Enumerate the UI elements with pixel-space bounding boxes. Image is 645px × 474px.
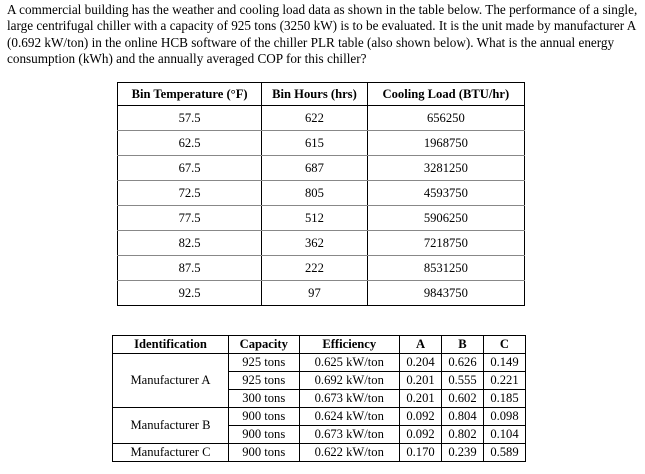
header-cooling-load: Cooling Load (BTU/hr) — [367, 83, 524, 106]
coef-a-cell: 0.092 — [400, 408, 442, 426]
header-bin-temperature: Bin Temperature (°F) — [118, 83, 262, 106]
bin-table-header-row — [118, 83, 525, 106]
cooling-load-cell: 1968750 — [367, 131, 524, 156]
bin-hours-cell: 97 — [262, 281, 368, 306]
bin-hours-cell: 622 — [262, 106, 368, 131]
manufacturer-a-label: Manufacturer A — [113, 354, 229, 408]
mfr-table-row — [113, 444, 526, 462]
efficiency-cell: 0.622 kW/ton — [299, 444, 400, 462]
cooling-load-cell: 5906250 — [367, 206, 524, 231]
bin-table-row — [118, 181, 525, 206]
coef-a-cell: 0.201 — [400, 372, 442, 390]
coef-c-cell: 0.098 — [483, 408, 525, 426]
coef-b-cell: 0.555 — [442, 372, 484, 390]
bin-hours-cell: 615 — [262, 131, 368, 156]
bin-hours-cell: 687 — [262, 156, 368, 181]
header-identification: Identification — [113, 336, 229, 354]
capacity-cell: 900 tons — [229, 444, 300, 462]
manufacturer-b-label: Manufacturer B — [113, 408, 229, 444]
manufacturer-c-label: Manufacturer C — [113, 444, 229, 462]
cooling-load-cell: 4593750 — [367, 181, 524, 206]
problem-statement: A commercial building has the weather and cooling load data as shown in the table below. The performance of a single, large centrifugal chiller with a capacity of 925 tons (3250 kW) is to be evaluated. It is the unit made by manufacturer A (0.692 kW/ton) in the online HCB software of the chiller PLR table (also shown below). What is the annual energy consumption (kWh) and the annually averaged COP for this chiller? — [7, 2, 638, 67]
bin-hours-cell: 805 — [262, 181, 368, 206]
header-efficiency: Efficiency — [299, 336, 400, 354]
bin-temperature-cell: 82.5 — [118, 231, 262, 256]
bin-table-row — [118, 231, 525, 256]
coef-b-cell: 0.239 — [442, 444, 484, 462]
bin-table-row — [118, 106, 525, 131]
coef-b-cell: 0.804 — [442, 408, 484, 426]
coef-b-cell: 0.802 — [442, 426, 484, 444]
cooling-load-cell: 3281250 — [367, 156, 524, 181]
bin-table-row — [118, 256, 525, 281]
coef-c-cell: 0.104 — [483, 426, 525, 444]
bin-temperature-cell: 92.5 — [118, 281, 262, 306]
coef-a-cell: 0.092 — [400, 426, 442, 444]
bin-hours-cell: 362 — [262, 231, 368, 256]
header-coef-c: C — [483, 336, 525, 354]
cooling-load-cell: 9843750 — [367, 281, 524, 306]
header-capacity: Capacity — [229, 336, 300, 354]
bin-temperature-cell: 87.5 — [118, 256, 262, 281]
bin-temperature-cell: 77.5 — [118, 206, 262, 231]
cooling-load-cell: 656250 — [367, 106, 524, 131]
header-bin-hours: Bin Hours (hrs) — [262, 83, 368, 106]
efficiency-cell: 0.625 kW/ton — [299, 354, 400, 372]
efficiency-cell: 0.673 kW/ton — [299, 390, 400, 408]
mfr-table-row — [113, 408, 526, 426]
bin-temperature-cell: 67.5 — [118, 156, 262, 181]
capacity-cell: 925 tons — [229, 354, 300, 372]
coef-c-cell: 0.589 — [483, 444, 525, 462]
coef-b-cell: 0.626 — [442, 354, 484, 372]
bin-table-row — [118, 206, 525, 231]
bin-data-table — [117, 82, 525, 306]
header-coef-b: B — [442, 336, 484, 354]
bin-temperature-cell: 57.5 — [118, 106, 262, 131]
cooling-load-cell: 7218750 — [367, 231, 524, 256]
bin-table-row — [118, 131, 525, 156]
efficiency-cell: 0.692 kW/ton — [299, 372, 400, 390]
capacity-cell: 925 tons — [229, 372, 300, 390]
bin-hours-cell: 512 — [262, 206, 368, 231]
bin-temperature-cell: 62.5 — [118, 131, 262, 156]
capacity-cell: 300 tons — [229, 390, 300, 408]
capacity-cell: 900 tons — [229, 408, 300, 426]
bin-table-row — [118, 281, 525, 306]
bin-table-row — [118, 156, 525, 181]
coef-a-cell: 0.170 — [400, 444, 442, 462]
coef-c-cell: 0.185 — [483, 390, 525, 408]
mfr-table-header-row — [113, 336, 526, 354]
coef-c-cell: 0.149 — [483, 354, 525, 372]
coef-a-cell: 0.201 — [400, 390, 442, 408]
coef-c-cell: 0.221 — [483, 372, 525, 390]
efficiency-cell: 0.624 kW/ton — [299, 408, 400, 426]
header-coef-a: A — [400, 336, 442, 354]
bin-temperature-cell: 72.5 — [118, 181, 262, 206]
coef-a-cell: 0.204 — [400, 354, 442, 372]
capacity-cell: 900 tons — [229, 426, 300, 444]
bin-hours-cell: 222 — [262, 256, 368, 281]
cooling-load-cell: 8531250 — [367, 256, 524, 281]
efficiency-cell: 0.673 kW/ton — [299, 426, 400, 444]
coef-b-cell: 0.602 — [442, 390, 484, 408]
manufacturer-table — [112, 335, 526, 462]
mfr-table-row — [113, 354, 526, 372]
